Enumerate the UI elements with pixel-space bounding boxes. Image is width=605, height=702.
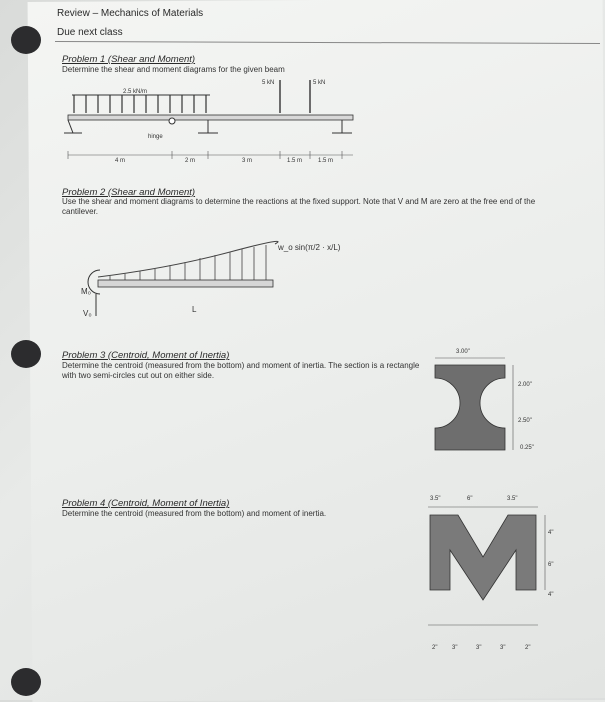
bullet-dot-3: [11, 668, 41, 696]
shear-label: V₀: [83, 309, 92, 318]
m-bottom-dim-4: 3": [500, 645, 506, 651]
m-right-dim-1: 4": [548, 530, 554, 536]
m-top-dim-2: 6": [467, 496, 473, 502]
problem3-description: Determine the centroid (measured from the bottom) and moment of inertia. The section is a rectangle with two semi-circles cut out on either side.: [62, 361, 420, 380]
problem1-beam-diagram: [60, 75, 360, 175]
problem2-cantilever-diagram: [70, 230, 300, 320]
bullet-dot-2: [11, 340, 41, 368]
length-label: L: [192, 305, 197, 314]
distributed-load-label: 2.5 kN/m: [123, 89, 148, 95]
problem1-description: Determine the shear and moment diagrams for the given beam: [62, 65, 285, 74]
m-top-dim-1: 3.5": [430, 496, 441, 502]
section-radius-label: 2.50": [518, 418, 532, 424]
section-flange-label: 0.25": [520, 445, 534, 451]
problem1-title: Problem 1 (Shear and Moment): [62, 54, 196, 65]
moment-label: M₀: [81, 287, 91, 296]
problem4-description: Determine the centroid (measured from the bottom) and moment of inertia.: [62, 509, 327, 518]
problem4-title: Problem 4 (Centroid, Moment of Inertia): [62, 498, 230, 509]
dim-label-4: 1.5 m: [287, 158, 303, 164]
bullet-dot-1: [11, 26, 41, 54]
problem4-m-section-diagram: [420, 495, 560, 655]
problem2-title: Problem 2 (Shear and Moment): [62, 187, 196, 198]
dim-label-1: 4 m: [115, 158, 126, 164]
m-top-dim-3: 3.5": [507, 496, 518, 502]
point-load-1-label: 5 kN: [262, 80, 275, 86]
dim-label-5: 1.5 m: [318, 158, 334, 164]
point-load-2-label: 5 kN: [313, 80, 326, 86]
m-bottom-dim-1: 2": [432, 645, 438, 651]
m-bottom-dim-2: 3": [452, 645, 458, 651]
page-subtitle: Due next class: [57, 27, 123, 38]
m-bottom-dim-5: 2": [525, 645, 531, 651]
dim-label-2: 2 m: [185, 158, 196, 164]
m-bottom-dim-3: 3": [476, 645, 482, 651]
section-height-label: 2.00": [518, 382, 532, 388]
dim-label-3: 3 m: [242, 158, 253, 164]
page-title: Review – Mechanics of Materials: [57, 8, 204, 19]
problem3-section-diagram: [425, 350, 545, 470]
hinge-label: hinge: [148, 134, 163, 140]
load-function-label: w_o sin(π/2 · x/L): [278, 243, 341, 252]
m-right-dim-2: 6": [548, 562, 554, 568]
section-width-label: 3.00": [456, 349, 470, 355]
problem2-description: Use the shear and moment diagrams to determine the reactions at the fixed support. Note that V and M are zero at the free end of the cantilever.: [62, 197, 536, 216]
m-right-dim-3: 4": [548, 592, 554, 598]
problem3-title: Problem 3 (Centroid, Moment of Inertia): [62, 350, 230, 361]
